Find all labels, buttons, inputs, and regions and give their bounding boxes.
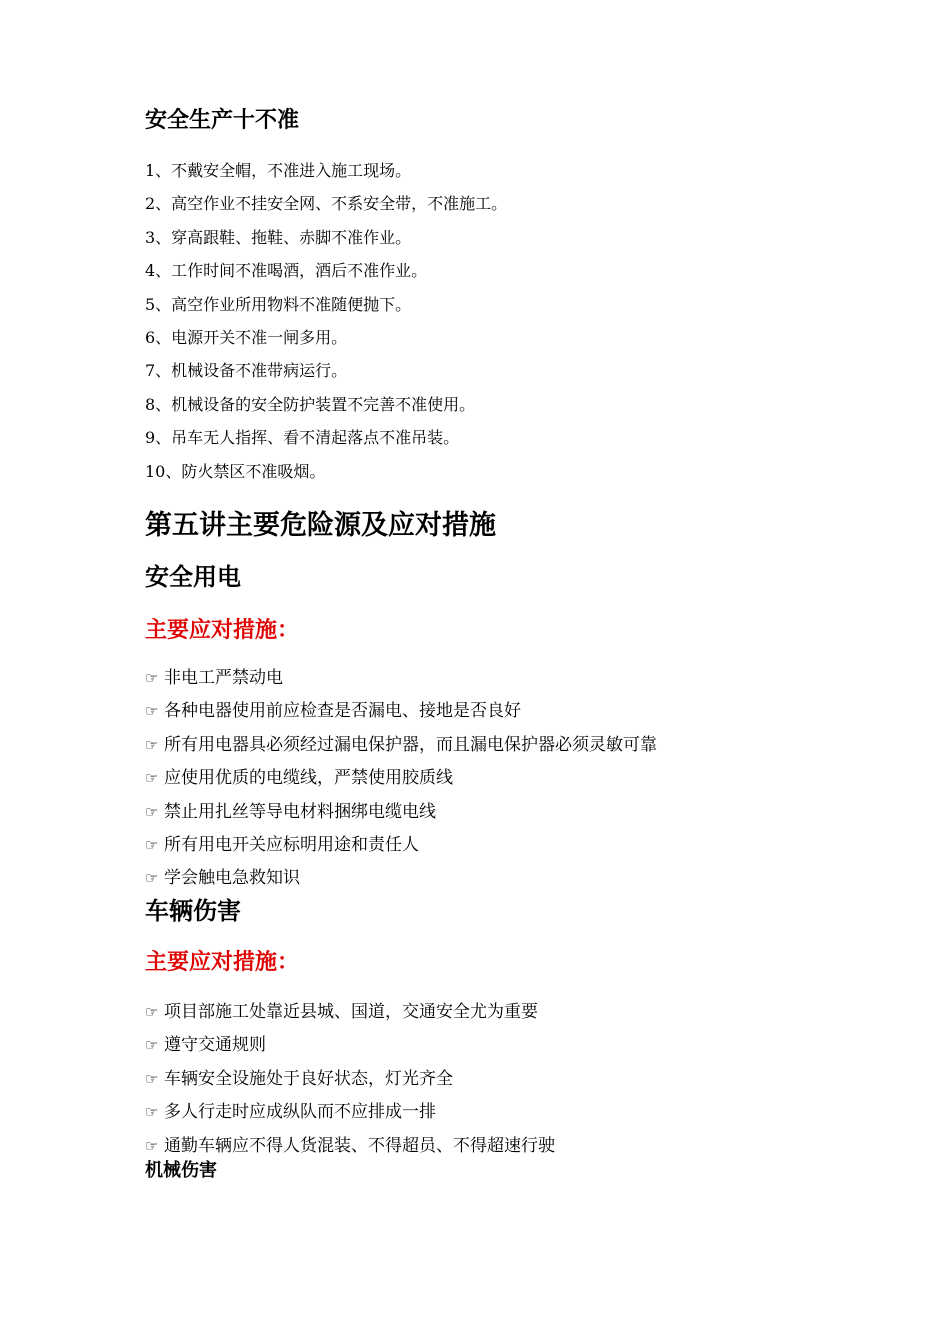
pointing-hand-icon: ☞ (145, 1069, 159, 1088)
measure-text: 所有用电开关应标明用途和责任人 (164, 834, 419, 855)
list-item (145, 662, 657, 695)
pointing-hand-icon: ☞ (145, 1003, 159, 1021)
list-item (145, 1096, 555, 1129)
rule-item: 4、工作时间不准喝酒，酒后不准作业。 (145, 261, 428, 281)
pointing-hand-icon: ☞ (145, 802, 159, 821)
lecture-title: 第五讲主要危险源及应对措施 (145, 510, 496, 541)
measure-text: 车辆安全设施处于良好状态，灯光齐全 (164, 1068, 453, 1089)
measure-text: 禁止用扎丝等导电材料捆绑电缆电线 (164, 801, 436, 822)
rule-item: 6、电源开关不准一闸多用。 (145, 327, 348, 347)
rule-item: 5、高空作业所用物料不准随便抛下。 (145, 294, 412, 314)
measures-heading-vehicle: 主要应对措施： (145, 949, 300, 975)
pointing-hand-icon: ☞ (145, 702, 159, 721)
rule-item: 1、不戴安全帽，不准进入施工现场。 (145, 161, 412, 180)
list-item (145, 1063, 555, 1096)
list-item (145, 796, 657, 829)
measure-text: 多人行走时应成纵队而不应排成一排 (164, 1102, 436, 1123)
list-item (145, 695, 657, 728)
document-title: 安全生产十不准 (145, 107, 300, 133)
measure-text: 应使用优质的电缆线，严禁使用胶质线 (164, 768, 453, 789)
section-heading-machinery: 机械伤害 (145, 1160, 217, 1181)
rule-item: 10、防火禁区不准吸烟。 (145, 461, 326, 481)
measures-heading-electricity: 主要应对措施： (145, 617, 300, 643)
rule-item: 2、高空作业不挂安全网、不系安全带，不准施工。 (145, 194, 508, 214)
section-heading-vehicle: 车辆伤害 (145, 896, 241, 925)
measure-text: 遵守交通规则 (164, 1035, 266, 1056)
pointing-hand-icon: ☞ (145, 1103, 159, 1122)
pointing-hand-icon: ☞ (145, 1036, 159, 1055)
list-item (145, 1029, 555, 1062)
list-item (145, 996, 555, 1029)
list-item (145, 862, 657, 895)
rule-item: 3、穿高跟鞋、拖鞋、赤脚不准作业。 (145, 227, 412, 247)
measure-text: 学会触电急救知识 (164, 868, 300, 889)
measures-list-vehicle (145, 996, 555, 1163)
list-item (145, 829, 657, 862)
measure-text: 项目部施工处靠近县城、国道，交通安全尤为重要 (164, 1002, 538, 1022)
rule-item: 9、吊车无人指挥、看不清起落点不准吊装。 (145, 428, 460, 448)
measure-text: 各种电器使用前应检查是否漏电、接地是否良好 (164, 701, 521, 722)
pointing-hand-icon: ☞ (145, 869, 159, 888)
measure-text: 非电工严禁动电 (164, 668, 283, 688)
pointing-hand-icon: ☞ (145, 669, 159, 687)
rule-item: 8、机械设备的安全防护装置不完善不准使用。 (145, 394, 476, 414)
pointing-hand-icon: ☞ (145, 1136, 159, 1155)
rule-item: 7、机械设备不准带病运行。 (145, 361, 348, 381)
measure-text: 通勤车辆应不得人货混装、不得超员、不得超速行驶 (164, 1135, 555, 1156)
list-item (145, 729, 657, 762)
pointing-hand-icon: ☞ (145, 769, 159, 788)
measure-text: 所有用电器具必须经过漏电保护器，而且漏电保护器必须灵敏可靠 (164, 734, 657, 755)
pointing-hand-icon: ☞ (145, 835, 159, 854)
section-heading-electricity: 安全用电 (145, 562, 241, 591)
measures-list-electricity (145, 662, 657, 896)
list-item (145, 762, 657, 795)
safety-rules-list (145, 154, 507, 488)
pointing-hand-icon: ☞ (145, 735, 159, 754)
